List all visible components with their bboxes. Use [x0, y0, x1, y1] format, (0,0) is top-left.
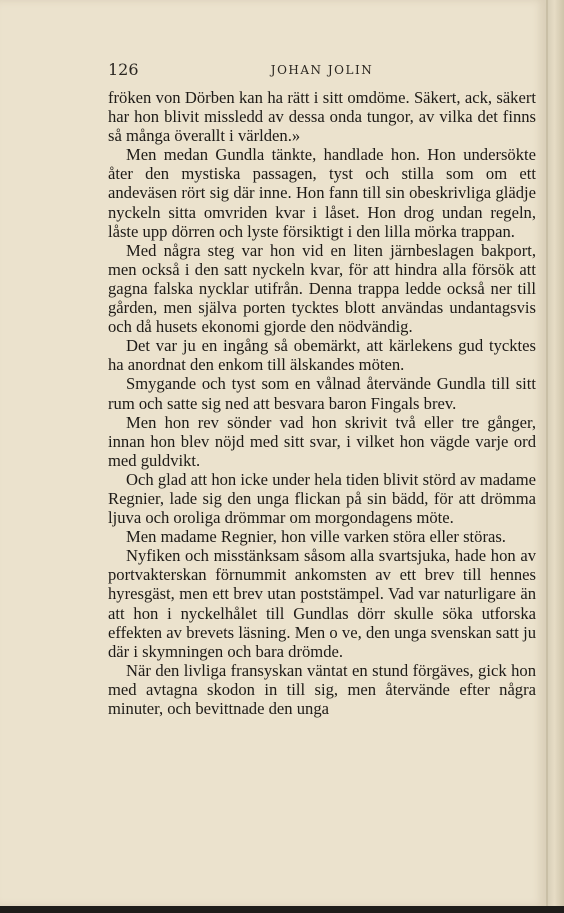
scan-background	[0, 906, 564, 913]
paragraph: Det var ju en ingång så obemärkt, att kärlekens gud tycktes ha anordnat den enkom till älskandes möten.	[108, 336, 536, 375]
paragraph: När den livliga fransyskan väntat en stund förgäves, gick hon med avtagna skodon in till sig, men återvände efter några minuter, och bevittnade den unga	[108, 660, 536, 718]
paragraph: Men madame Regnier, hon ville varken störa eller störas.	[126, 527, 506, 547]
page-edge	[548, 0, 564, 906]
paragraph: Smygande och tyst som en vålnad återvände Gundla till sitt rum och satte sig ned att besvara baron Fingals brev.	[108, 374, 536, 413]
paragraph: Nyfiken och misstänksam såsom alla svartsjuka, hade hon av portvakterskan förnummit ankomsten av ett brev till hennes hyresgäst, men ett brev utan poststämpel. Vad var naturligare än att hon i nyckelhålet till Gundlas dörr skulle söka utforska effekten av brevets läsning. Men o ve, den unga svenskan satt ju där i skymningen och bara drömde.	[108, 546, 536, 661]
paragraph: Och glad att hon icke under hela tiden blivit störd av madame Regnier, lade sig den unga flickan på sin bädd, för att drömma ljuva och oroliga drömmar om morgondagens möte.	[108, 469, 536, 528]
paragraph: fröken von Dörben kan ha rätt i sitt omdöme. Säkert, ack, säkert har hon blivit missledd av dessa onda tungor, av vilka det finns så många överallt i världen.»	[108, 88, 536, 146]
page-number: 126	[108, 60, 139, 79]
paragraph: Men hon rev sönder vad hon skrivit två eller tre gånger, innan hon blev nöjd med sitt svar, i vilket hon vägde varje ord med guldvikt.	[108, 412, 536, 470]
body-text	[108, 88, 536, 718]
running-head: JOHAN JOLIN	[270, 63, 374, 77]
page-header	[108, 60, 536, 84]
paragraph: Men medan Gundla tänkte, handlade hon. Hon undersökte åter den mystiska passagen, tyst och stilla som om ett andeväsen rört sig där inne. Hon fann till sin obeskrivliga glädje nyckeln sitta omvriden kvar i låset. Hon drog undan regeln, låste upp dörren och lyste försiktigt i den lilla mörka trappan.	[108, 145, 536, 241]
paragraph: Med några steg var hon vid en liten järnbeslagen bakport, men också i den satt nyckeln kvar, för att hindra alla försök att gagna falska nycklar utifrån. Denna trappa ledde också ner till gården, men själva porten tycktes blott användas undantagsvis och då husets ekonomi gjorde den nödvändig.	[108, 240, 536, 337]
